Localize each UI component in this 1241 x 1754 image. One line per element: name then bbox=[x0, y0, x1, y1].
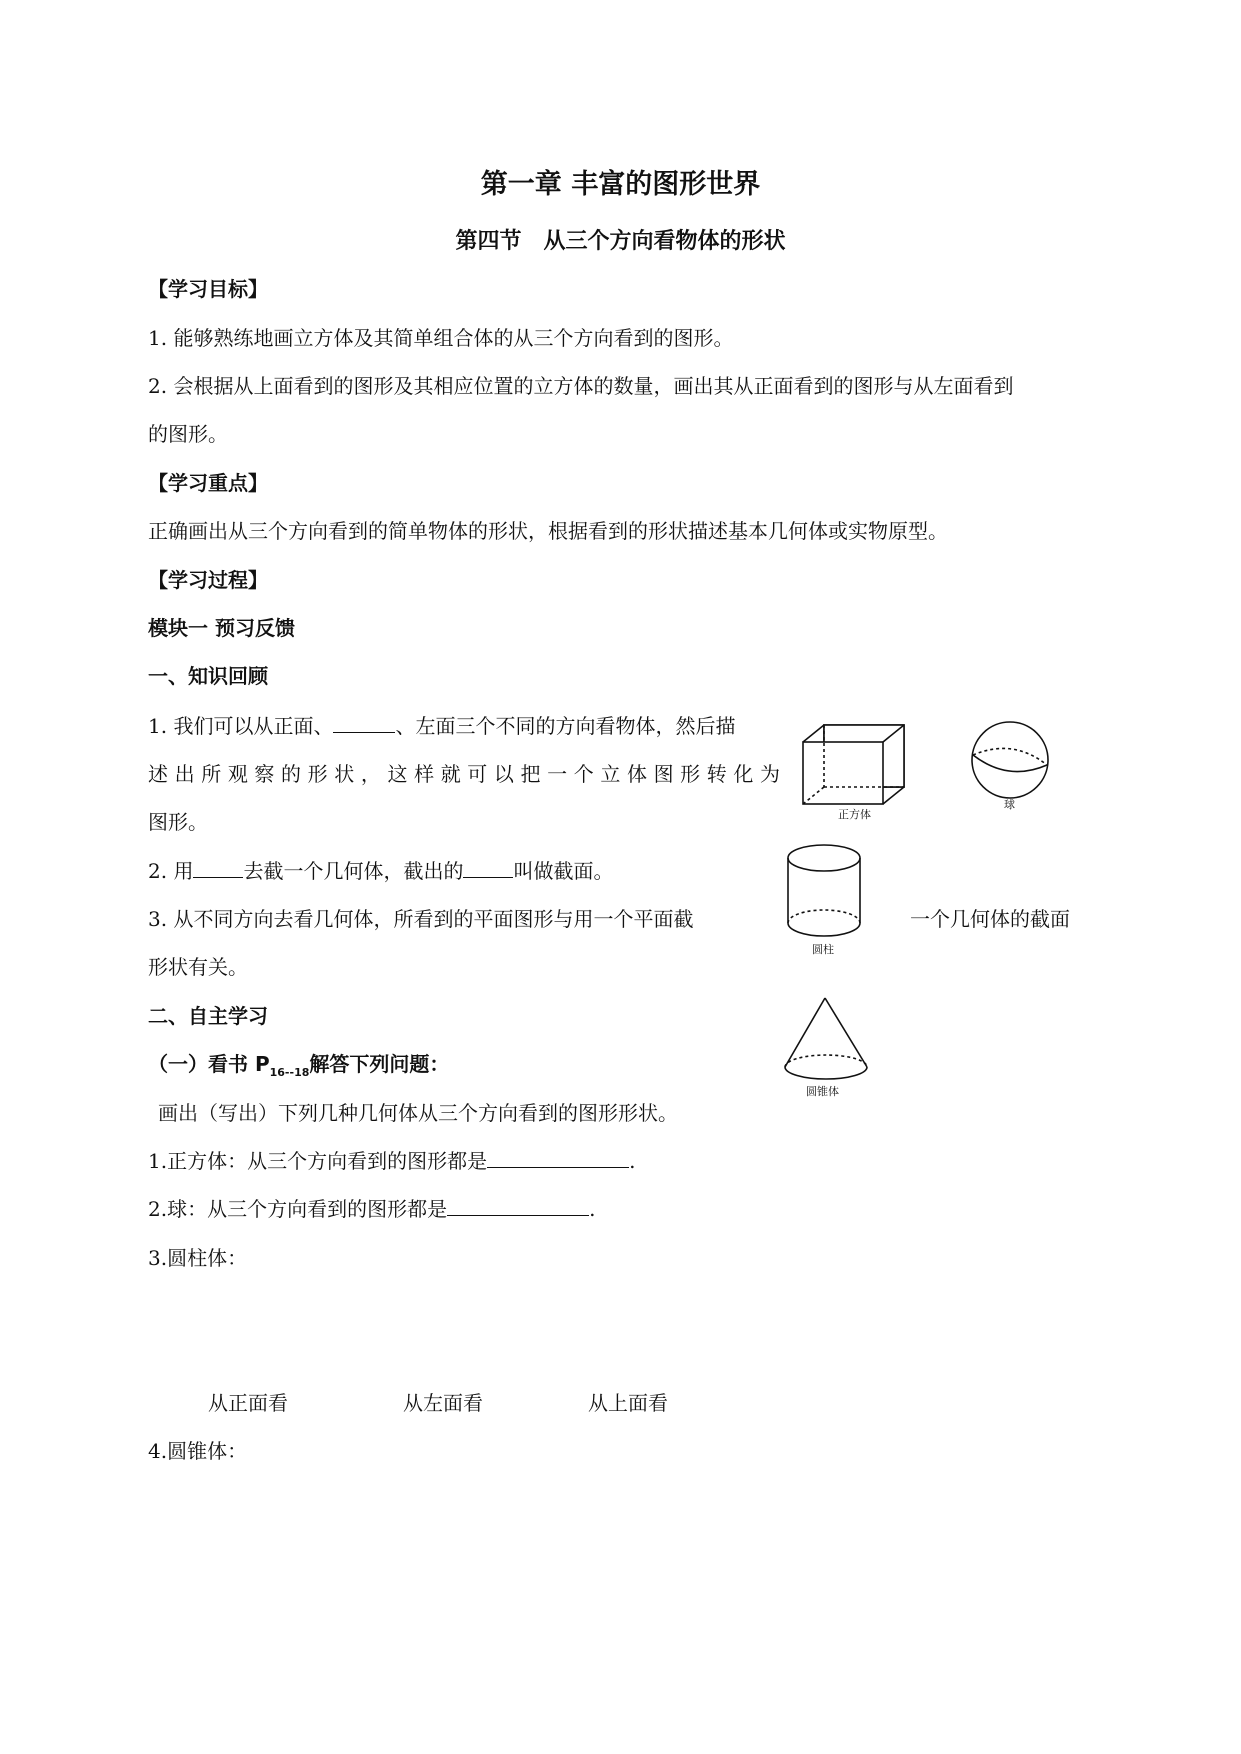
question-2 bbox=[148, 855, 613, 884]
question-3-line-1: 3. 从不同方向去看几何体，所看到的平面图形与用一个平面截 bbox=[148, 907, 694, 931]
sphere-figure bbox=[968, 720, 1058, 805]
page-title: 第一章 丰富的图形世界 bbox=[480, 169, 761, 200]
question-1-line-3: 图形。 bbox=[148, 810, 208, 834]
cylinder-figure bbox=[784, 843, 874, 948]
cube-label: 正方体 bbox=[838, 808, 871, 821]
subsection-heading bbox=[148, 1048, 449, 1079]
item-cube bbox=[148, 1145, 635, 1174]
view-front-label: 从正面看 bbox=[208, 1391, 288, 1415]
question-2-blank-1[interactable] bbox=[193, 857, 243, 878]
question-2-blank-2[interactable] bbox=[463, 857, 513, 878]
subsection-end: 解答下列问题： bbox=[309, 1052, 450, 1076]
sphere-icon bbox=[972, 722, 1048, 798]
module-1-heading: 模块一 预习反馈 bbox=[148, 616, 295, 640]
item-cube-end: . bbox=[629, 1149, 636, 1173]
item-cone: 4.圆锥体： bbox=[148, 1439, 248, 1463]
question-3-line-2: 形状有关。 bbox=[148, 955, 248, 979]
question-1-line-1 bbox=[148, 710, 735, 739]
question-1-part-2: 、左面三个不同的方向看物体，然后描 bbox=[395, 714, 736, 738]
question-1-blank[interactable] bbox=[333, 712, 395, 733]
section-2-heading: 二、自主学习 bbox=[148, 1004, 268, 1028]
subsection-page-range: 16--18 bbox=[269, 1066, 310, 1079]
item-sphere-end: . bbox=[589, 1197, 596, 1221]
cube-icon bbox=[803, 725, 904, 804]
section-1-heading: 一、知识回顾 bbox=[148, 664, 268, 688]
item-sphere-text: 2.球：从三个方向看到的图形都是 bbox=[148, 1197, 448, 1221]
item-cube-text: 1.正方体：从三个方向看到的图形都是 bbox=[148, 1149, 488, 1173]
view-top-label: 从上面看 bbox=[588, 1391, 668, 1415]
cone-figure bbox=[782, 995, 882, 1090]
instruction-text: 画出（写出）下列几种几何体从三个方向看到的图形形状。 bbox=[158, 1101, 678, 1125]
cube-figure bbox=[800, 720, 910, 815]
page-subtitle: 第四节 从三个方向看物体的形状 bbox=[455, 229, 786, 254]
question-2-part-3: 叫做截面。 bbox=[513, 859, 614, 883]
objectives-heading: 【学习目标】 bbox=[148, 277, 268, 301]
objective-item-2-line-1: 2. 会根据从上面看到的图形及其相应位置的立方体的数量，画出其从正面看到的图形与从左面看到 bbox=[148, 374, 1014, 398]
item-sphere-blank[interactable] bbox=[447, 1195, 589, 1216]
sphere-label: 球 bbox=[1004, 798, 1015, 811]
question-2-part-2: 去截一个几何体，截出的 bbox=[243, 859, 464, 883]
question-2-part-1: 2. 用 bbox=[148, 859, 194, 883]
question-1-line-2: 述出所观察的形状，这样就可以把一个立体图形转化为 bbox=[148, 762, 780, 786]
cone-label: 圆锥体 bbox=[806, 1085, 839, 1098]
cylinder-icon bbox=[788, 845, 860, 936]
key-points-heading: 【学习重点】 bbox=[148, 471, 268, 495]
objective-item-1: 1. 能够熟练地画立方体及其简单组合体的从三个方向看到的图形。 bbox=[148, 326, 734, 350]
key-points-text: 正确画出从三个方向看到的简单物体的形状，根据看到的形状描述基本几何体或实物原型。 bbox=[148, 519, 948, 543]
cone-icon bbox=[785, 998, 867, 1079]
process-heading: 【学习过程】 bbox=[148, 568, 268, 592]
objective-item-2-line-2: 的图形。 bbox=[148, 422, 228, 446]
item-cube-blank[interactable] bbox=[487, 1147, 629, 1168]
view-left-label: 从左面看 bbox=[403, 1391, 483, 1415]
question-1-part-1: 1. 我们可以从正面、 bbox=[148, 714, 334, 738]
item-cylinder: 3.圆柱体： bbox=[148, 1246, 248, 1270]
item-sphere bbox=[148, 1193, 595, 1222]
question-3-line-1-right: 一个几何体的截面 bbox=[910, 907, 1070, 931]
cylinder-label: 圆柱 bbox=[812, 943, 834, 956]
subsection-text: （一）看书 P bbox=[148, 1052, 270, 1076]
